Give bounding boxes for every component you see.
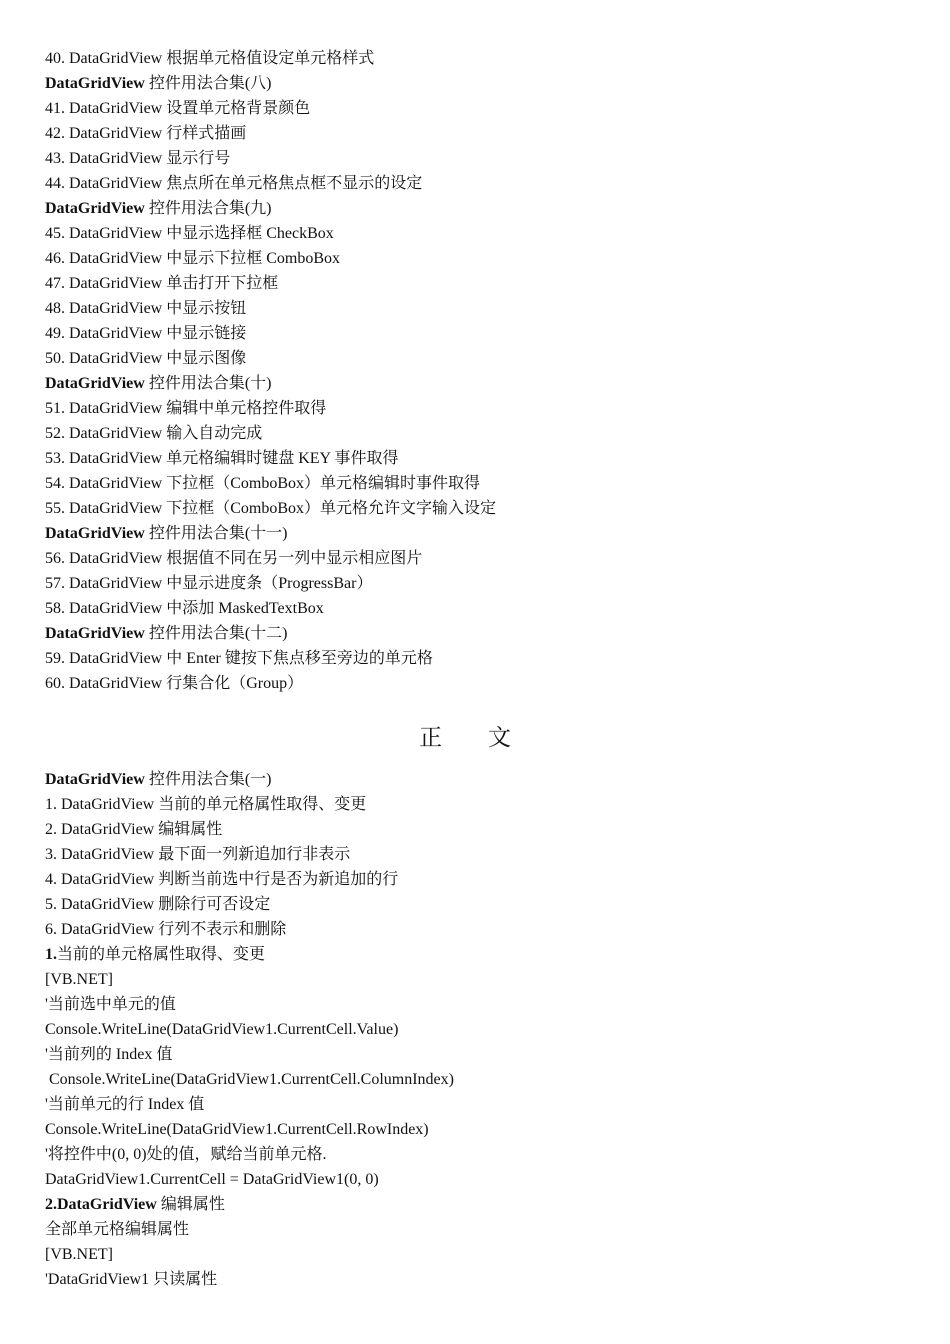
- body-line: [45, 817, 454, 842]
- toc-line-text: 53. DataGridView 单元格编辑时键盘 KEY 事件取得: [45, 450, 399, 467]
- body-line-text: 控件用法合集(一): [144, 771, 272, 788]
- toc-line: [45, 471, 496, 496]
- body-line: [45, 792, 454, 817]
- toc-line-text: 56. DataGridView 根据值不同在另一列中显示相应图片: [45, 550, 423, 567]
- toc-line-text: 55. DataGridView 下拉框（ComboBox）单元格允许文字输入设定: [45, 500, 497, 517]
- body-line: [45, 1117, 454, 1142]
- toc-line-text: 58. DataGridView 中添加 MaskedTextBox: [45, 600, 324, 617]
- toc-line: [45, 646, 496, 671]
- toc-line-bold-text: DataGridView: [45, 200, 145, 217]
- toc-line-text: 43. DataGridView 显示行号: [45, 150, 231, 167]
- toc-line: [45, 71, 496, 96]
- toc-line-text: 45. DataGridView 中显示选择框 CheckBox: [45, 225, 334, 242]
- toc-line-text: 控件用法合集(九): [144, 200, 272, 217]
- toc-line: [45, 146, 496, 171]
- body-line-text: Console.WriteLine(DataGridView1.CurrentCell.RowIndex): [45, 1121, 429, 1138]
- body-line: [45, 1192, 454, 1217]
- body-line: [45, 1067, 454, 1092]
- toc-line-bold-text: DataGridView: [45, 375, 145, 392]
- body-content: [45, 767, 454, 1292]
- toc-line: [45, 121, 496, 146]
- toc-line-text: 59. DataGridView 中 Enter 键按下焦点移至旁边的单元格: [45, 650, 433, 667]
- body-line-text: 3. DataGridView 最下面一列新追加行非表示: [45, 846, 351, 863]
- toc-line: [45, 196, 496, 221]
- toc-line: [45, 396, 496, 421]
- toc-line-bold-text: DataGridView: [45, 525, 145, 542]
- body-line: [45, 992, 454, 1017]
- toc-line-text: 44. DataGridView 焦点所在单元格焦点框不显示的设定: [45, 175, 423, 192]
- toc-line: [45, 571, 496, 596]
- body-line: [45, 1092, 454, 1117]
- toc-line: [45, 446, 496, 471]
- body-line: [45, 1042, 454, 1067]
- toc-line-text: 60. DataGridView 行集合化（Group）: [45, 675, 304, 692]
- body-heading: 正 文: [419, 725, 531, 750]
- body-line-text: '将控件中(0, 0)处的值，赋给当前单元格.: [45, 1146, 327, 1163]
- toc-line: [45, 596, 496, 621]
- toc-line-text: 51. DataGridView 编辑中单元格控件取得: [45, 400, 327, 417]
- body-line: [45, 1217, 454, 1242]
- body-line-text: 5. DataGridView 删除行可否设定: [45, 896, 271, 913]
- toc-line: [45, 171, 496, 196]
- body-line-text: 4. DataGridView 判断当前选中行是否为新追加的行: [45, 871, 399, 888]
- body-line: [45, 967, 454, 992]
- body-line: [45, 1242, 454, 1267]
- body-line: [45, 867, 454, 892]
- toc-line: [45, 421, 496, 446]
- body-line: [45, 942, 454, 967]
- toc-line-text: 49. DataGridView 中显示链接: [45, 325, 247, 342]
- body-line-text: Console.WriteLine(DataGridView1.CurrentCell.ColumnIndex): [45, 1071, 454, 1088]
- toc-line-text: 控件用法合集(八): [144, 75, 272, 92]
- toc-line-text: 48. DataGridView 中显示按钮: [45, 300, 247, 317]
- body-line: [45, 892, 454, 917]
- toc-line: [45, 346, 496, 371]
- toc-line: [45, 96, 496, 121]
- body-line-text: 全部单元格编辑属性: [45, 1221, 190, 1238]
- body-line-text: 2. DataGridView 编辑属性: [45, 821, 223, 838]
- toc-line: [45, 246, 496, 271]
- body-line: [45, 917, 454, 942]
- body-line-text: [VB.NET]: [45, 1246, 113, 1263]
- body-line: [45, 1167, 454, 1192]
- body-line-text: Console.WriteLine(DataGridView1.CurrentCell.Value): [45, 1021, 399, 1038]
- body-line-text: 当前的单元格属性取得、变更: [57, 946, 266, 963]
- toc-line: [45, 371, 496, 396]
- body-line-text: 1. DataGridView 当前的单元格属性取得、变更: [45, 796, 367, 813]
- toc-line-text: 50. DataGridView 中显示图像: [45, 350, 247, 367]
- toc-line-bold-text: DataGridView: [45, 625, 145, 642]
- toc-line: [45, 671, 496, 696]
- body-line-text: 6. DataGridView 行列不表示和删除: [45, 921, 287, 938]
- toc-line-text: 52. DataGridView 输入自动完成: [45, 425, 263, 442]
- body-line-bold-text: 2.DataGridView: [45, 1196, 157, 1213]
- toc-line-text: 41. DataGridView 设置单元格背景颜色: [45, 100, 311, 117]
- toc-line-text: 控件用法合集(十): [144, 375, 272, 392]
- toc-line-text: 控件用法合集(十二): [144, 625, 288, 642]
- toc-line-text: 控件用法合集(十一): [144, 525, 288, 542]
- toc-line: [45, 46, 496, 71]
- body-line: [45, 1142, 454, 1167]
- toc-line-bold-text: DataGridView: [45, 75, 145, 92]
- body-line-bold-text: 1.: [45, 946, 57, 963]
- toc-line: [45, 521, 496, 546]
- toc-line: [45, 621, 496, 646]
- body-line-bold-text: DataGridView: [45, 771, 145, 788]
- body-line: [45, 1267, 454, 1292]
- body-line-text: 编辑属性: [156, 1196, 225, 1213]
- toc-line: [45, 271, 496, 296]
- table-of-contents: [45, 46, 496, 696]
- toc-line: [45, 221, 496, 246]
- toc-line: [45, 546, 496, 571]
- toc-line-text: 46. DataGridView 中显示下拉框 ComboBox: [45, 250, 341, 267]
- toc-line-text: 54. DataGridView 下拉框（ComboBox）单元格编辑时事件取得: [45, 475, 481, 492]
- toc-line-text: 57. DataGridView 中显示进度条（ProgressBar）: [45, 575, 373, 592]
- toc-line-text: 40. DataGridView 根据单元格值设定单元格样式: [45, 50, 375, 67]
- body-line-text: '当前单元的行 Index 值: [45, 1096, 205, 1113]
- toc-line-text: 47. DataGridView 单击打开下拉框: [45, 275, 279, 292]
- toc-line: [45, 321, 496, 346]
- body-line: [45, 1017, 454, 1042]
- toc-line-text: 42. DataGridView 行样式描画: [45, 125, 247, 142]
- body-line-text: 'DataGridView1 只读属性: [45, 1271, 218, 1288]
- body-line: [45, 842, 454, 867]
- body-line: [45, 767, 454, 792]
- body-line-text: [VB.NET]: [45, 971, 113, 988]
- body-line-text: DataGridView1.CurrentCell = DataGridView1(0, 0): [45, 1171, 379, 1188]
- body-line-text: '当前选中单元的值: [45, 996, 176, 1013]
- toc-line: [45, 296, 496, 321]
- toc-line: [45, 496, 496, 521]
- body-line-text: '当前列的 Index 值: [45, 1046, 173, 1063]
